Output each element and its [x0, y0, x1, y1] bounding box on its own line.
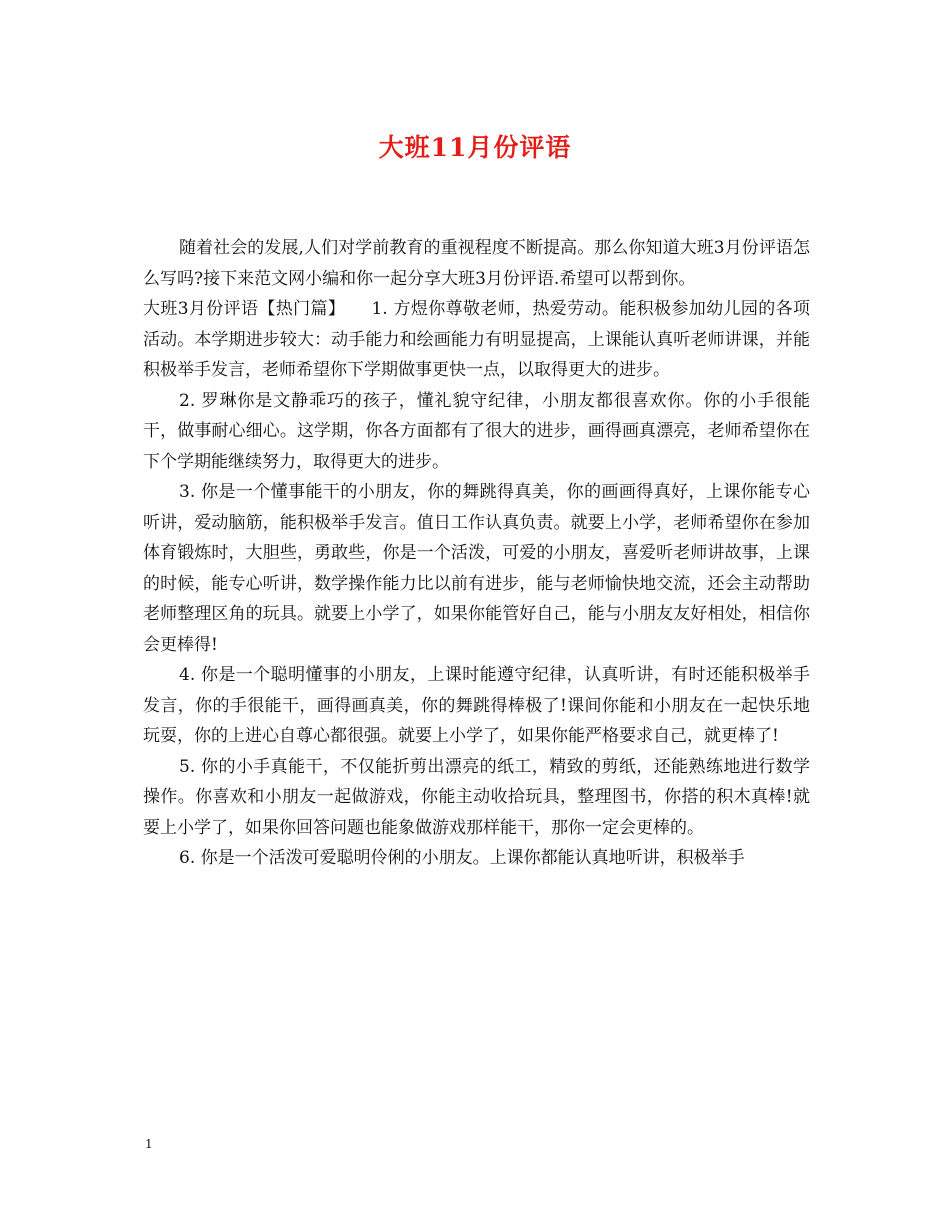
page-number: 1	[145, 1137, 153, 1151]
comment-paragraph-1: 大班3月份评语【热门篇】 1. 方煜你尊敬老师，热爱劳动。能积极参加幼儿园的各项活动。本学期进步较大：动手能力和绘画能力有明显提高，上课能认真听老师讲课，并能积极举手发言，老师希望你下学期做事更快一点，以取得更大的进步。	[143, 299, 810, 380]
document-body	[143, 233, 810, 874]
comment-paragraph-3: 3. 你是一个懂事能干的小朋友，你的舞跳得真美，你的画画得真好，上课你能专心听讲，爱动脑筋，能积极举手发言。值日工作认真负责。就要上小学，老师希望你在参加体育锻炼时，大胆些，勇敢些，你是一个活泼，可爱的小朋友，喜爱听老师讲故事，上课的时候，能专心听讲，数学操作能力比以前有进步，能与老师愉快地交流，还会主动帮助老师整理区角的玩具。就要上小学了，如果你能管好自己，能与小朋友友好相处，相信你会更棒得!	[143, 482, 810, 655]
comment-paragraph-6: 6. 你是一个活泼可爱聪明伶俐的小朋友。上课你都能认真地听讲，积极举手	[179, 848, 745, 868]
comment-paragraph-4: 4. 你是一个聪明懂事的小朋友，上课时能遵守纪律，认真听讲，有时还能积极举手发言，你的手很能干，画得画真美，你的舞跳得棒极了!课间你能和小朋友在一起快乐地玩耍，你的上进心自尊心都很强。就要上小学了，如果你能严格要求自己，就更棒了!	[143, 665, 810, 746]
document-title: 大班11月份评语	[378, 133, 572, 162]
comment-paragraph-2: 2. 罗琳你是文静乖巧的孩子，懂礼貌守纪律，小朋友都很喜欢你。你的小手很能干，做事耐心细心。这学期，你各方面都有了很大的进步，画得画真漂亮，老师希望你在下个学期能继续努力，取得更大的进步。	[143, 390, 810, 472]
intro-paragraph: 随着社会的发展,人们对学前教育的重视程度不断提高。那么你知道大班3月份评语怎么写吗?接下来范文网小编和你一起分享大班3月份评语.希望可以帮到你。	[143, 238, 810, 289]
comment-paragraph-5: 5. 你的小手真能干，不仅能折剪出漂亮的纸工，精致的剪纸，还能熟练地进行数学操作。你喜欢和小朋友一起做游戏，你能主动收拾玩具，整理图书，你搭的积木真棒!就要上小学了，如果你回答问题也能象做游戏那样能干，那你一定会更棒的。	[143, 756, 810, 838]
